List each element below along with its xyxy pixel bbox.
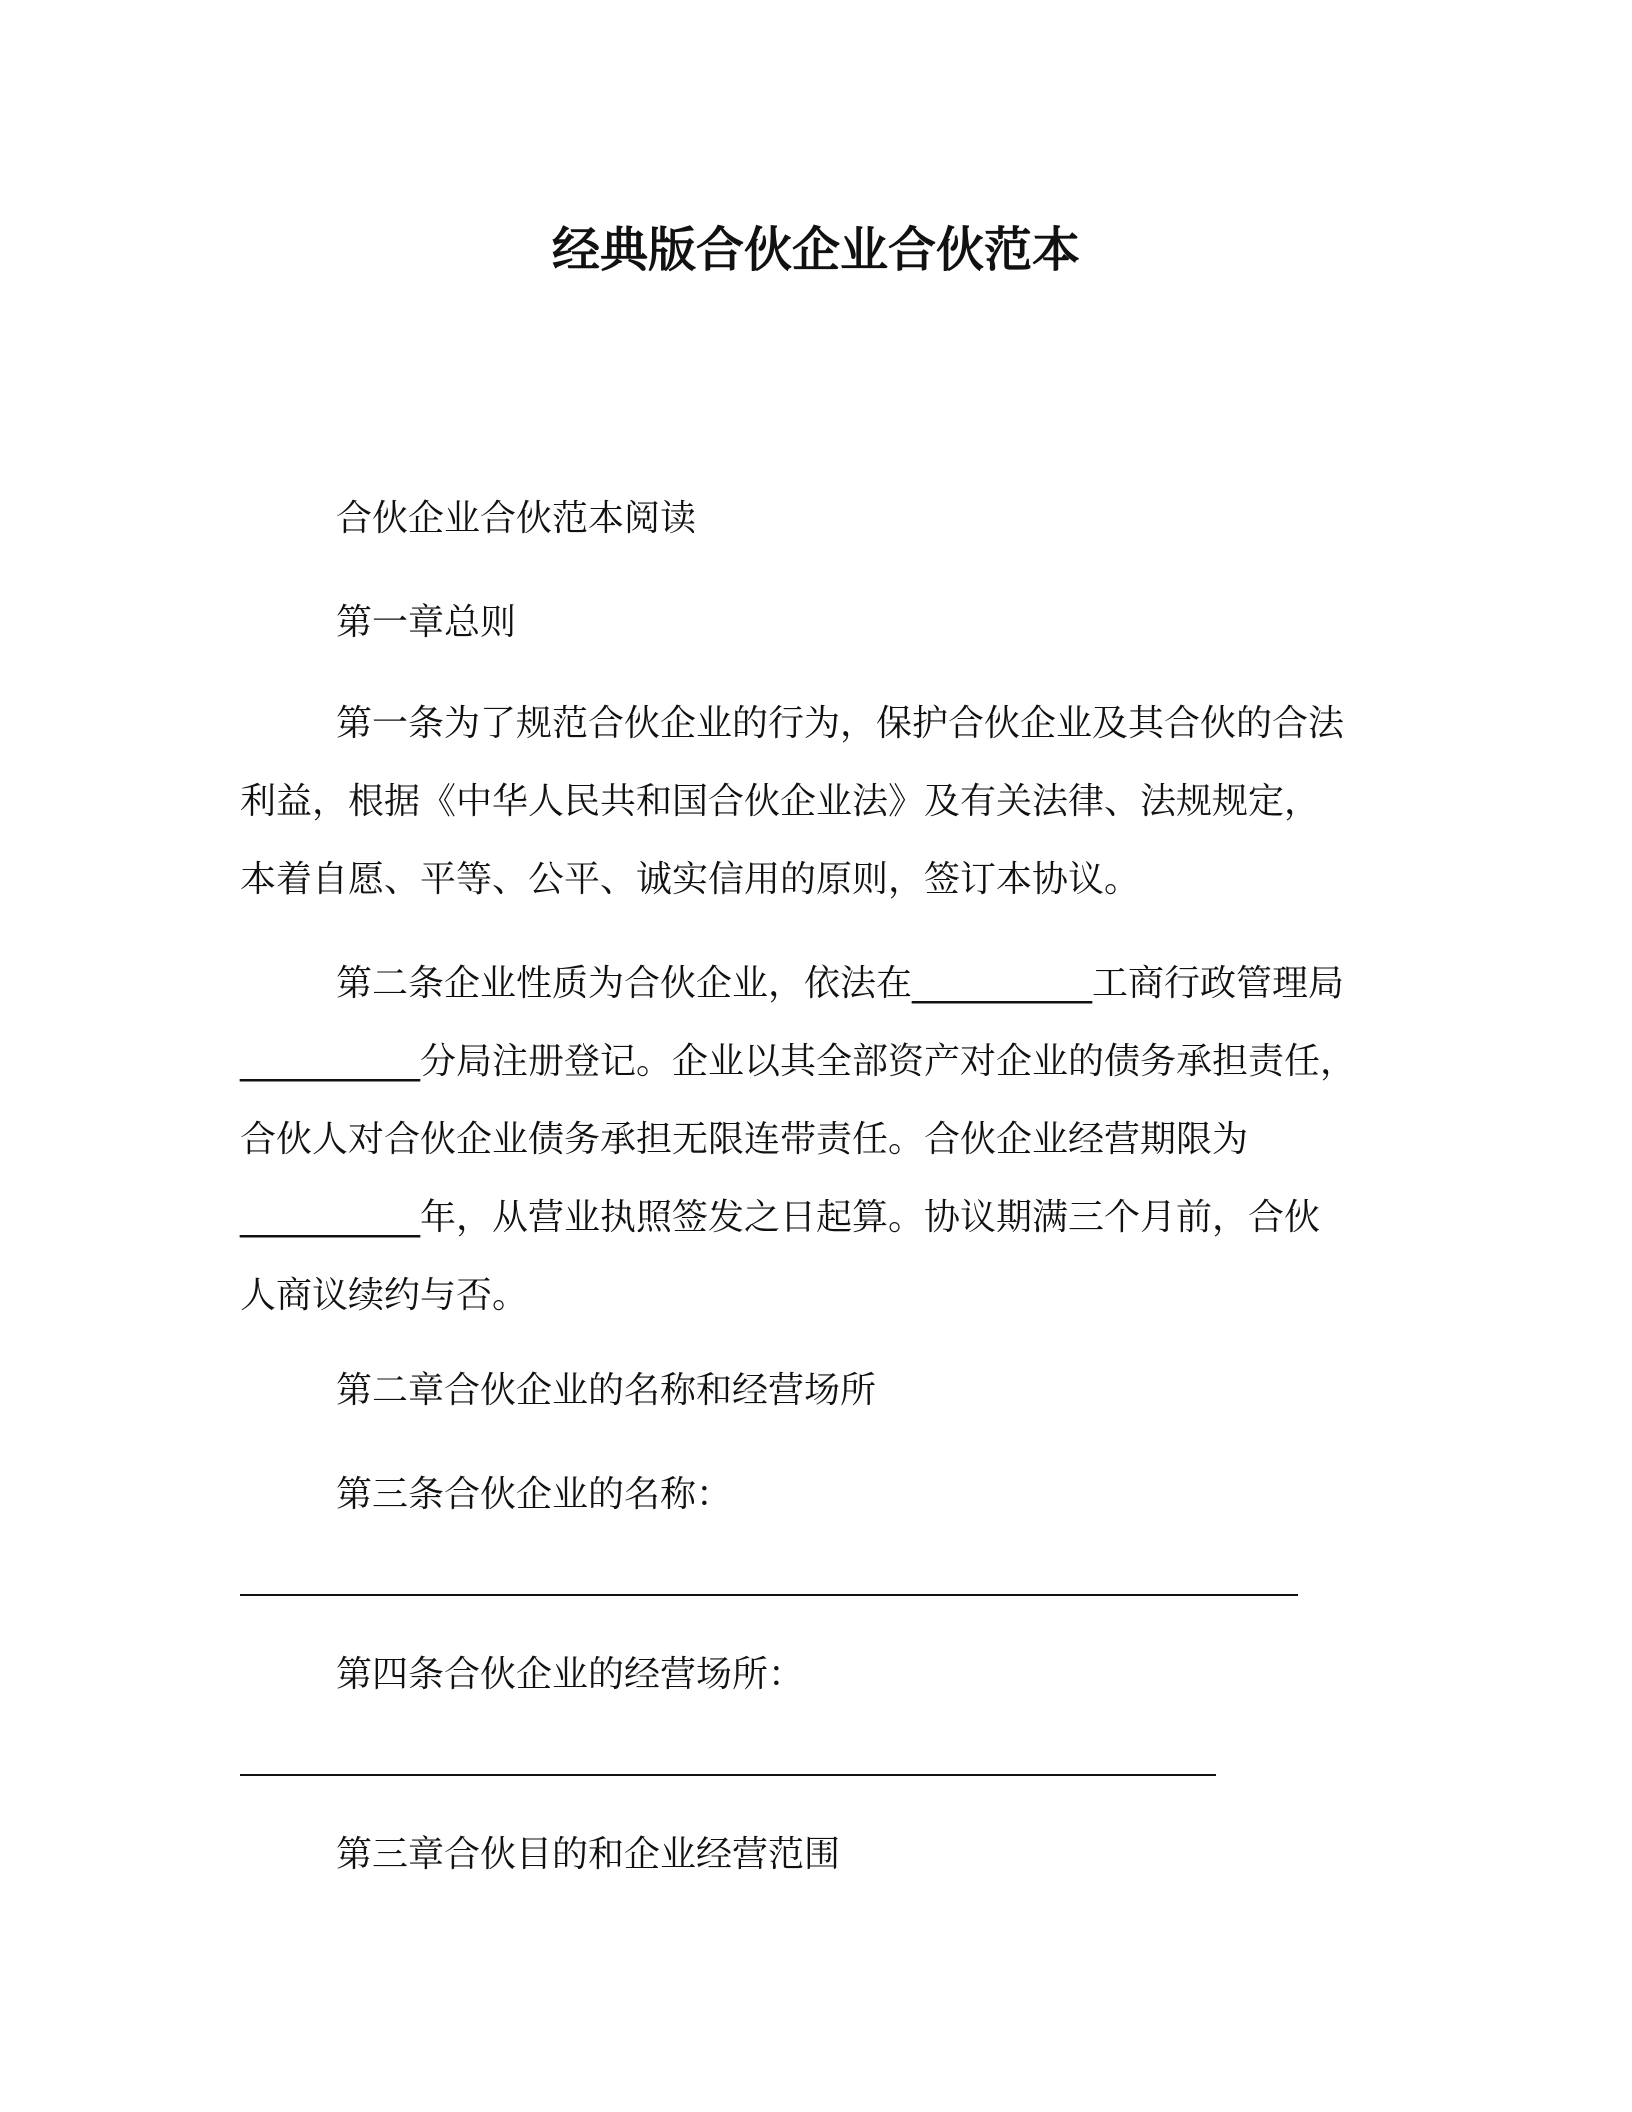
article-1-paragraph (240, 685, 1390, 919)
company-name-blank-line (240, 1594, 1298, 1596)
document-title: 经典版合伙企业合伙范本 (551, 222, 1080, 278)
article-1-line: 本着自愿、平等、公平、诚实信用的原则，签订本协议。 (240, 859, 1141, 900)
article-2-line: 合伙人对合伙企业债务承担无限连带责任。合伙企业经营期限为 (240, 1119, 1249, 1160)
chapter-3-heading: 第三章合伙目的和企业经营范围 (336, 1834, 841, 1875)
article-2-line: __________年，从营业执照签发之日起算。协议期满三个月前，合伙 (240, 1197, 1321, 1238)
chapter-1-heading: 第一章总则 (336, 602, 517, 643)
article-2-line: __________分局注册登记。企业以其全部资产对企业的债务承担责任， (240, 1041, 1357, 1082)
article-2-paragraph (240, 945, 1390, 1335)
article-1-line: 利益，根据《中华人民共和国合伙企业法》及有关法律、法规规定， (240, 781, 1321, 822)
article-1-line: 第一条为了规范合伙企业的行为，保护合伙企业及其合伙的合法 (336, 703, 1345, 744)
article-4-heading: 第四条合伙企业的经营场所： (336, 1654, 805, 1695)
article-3-heading: 第三条合伙企业的名称： (336, 1474, 733, 1515)
article-2-line: 第二条企业性质为合伙企业，依法在__________工商行政管理局 (336, 963, 1345, 1004)
chapter-2-heading: 第二章合伙企业的名称和经营场所 (336, 1370, 877, 1411)
business-location-blank-line (240, 1774, 1216, 1776)
paragraph-intro: 合伙企业合伙范本阅读 (336, 498, 697, 539)
article-2-line: 人商议续约与否。 (240, 1275, 529, 1316)
